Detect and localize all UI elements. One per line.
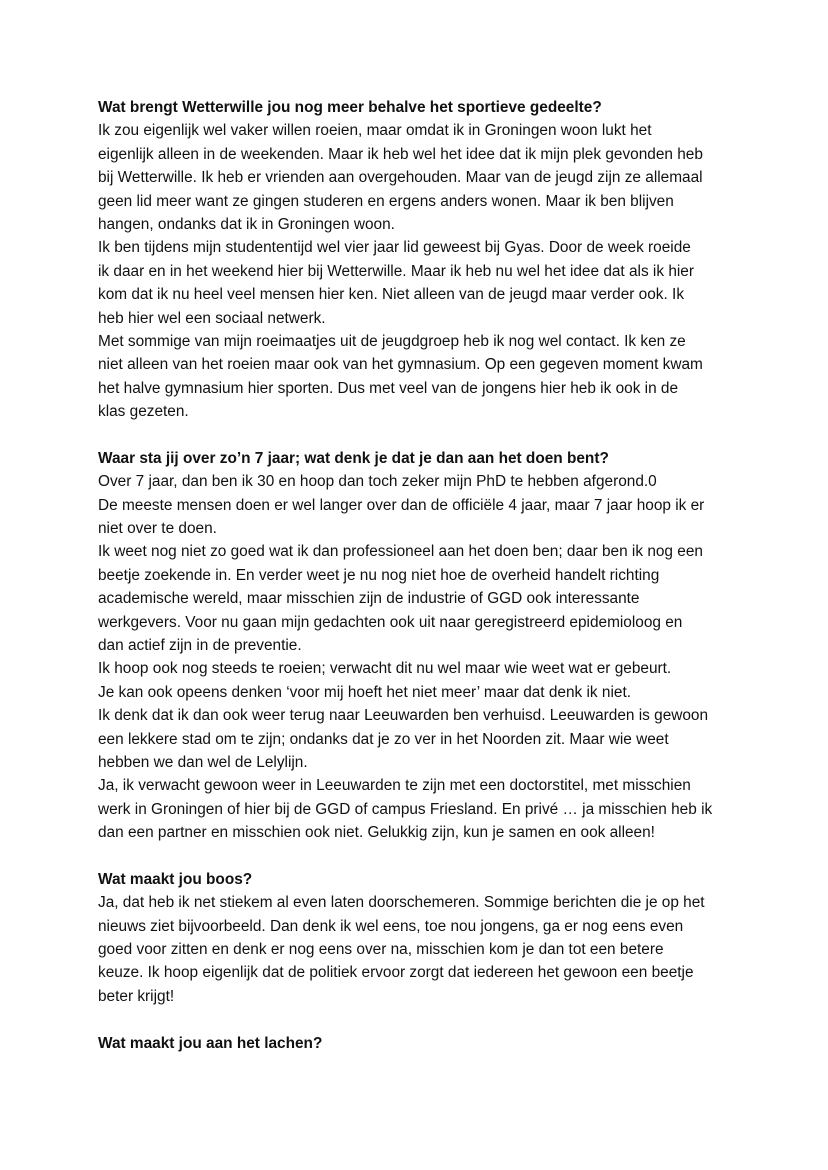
question-heading: Wat brengt Wetterwille jou nog meer behalve het sportieve gedeelte? [98, 99, 602, 116]
answer-line: Ik denk dat ik dan ook weer terug naar Leeuwarden ben verhuisd. Leeuwarden is gewoon [98, 707, 709, 725]
question-heading: Waar sta jij over zo’n 7 jaar; wat denk je dat je dan aan het doen bent? [98, 449, 609, 467]
answer-line: nieuws ziet bijvoorbeeld. Dan denk ik wel eens, toe nou jongens, ga er nog eens even [98, 917, 684, 935]
question-heading: Wat maakt jou boos? [98, 870, 253, 888]
answer-line: niet over te doen. [98, 520, 217, 538]
answer-line: dan actief zijn in de preventie. [98, 636, 302, 654]
answer-line: een lekkere stad om te zijn; ondanks dat je zo ver in het Noorden zit. Maar wie weet [98, 730, 669, 748]
answer-line: werkgevers. Voor nu gaan mijn gedachten ook uit naar geregistreerd epidemioloog en [98, 613, 683, 631]
question-heading: Wat maakt jou aan het lachen? [98, 1034, 323, 1052]
answer-line: werk in Groningen of hier bij de GGD of campus Friesland. En privé … ja misschien heb ik [98, 800, 713, 818]
answer-line: academische wereld, maar misschien zijn de industrie of GGD ook interessante [98, 590, 640, 608]
document-page [98, 96, 748, 1055]
paragraph-gap [98, 845, 748, 868]
answer-line: De meeste mensen doen er wel langer over dan de officiële 4 jaar, maar 7 jaar hoop ik er [98, 496, 705, 514]
answer-line: heb hier wel een sociaal netwerk. [98, 309, 326, 327]
answer-line: niet alleen van het roeien maar ook van het gymnasium. Op een gegeven moment kwam [98, 356, 703, 374]
answer-line: geen lid meer want ze gingen studeren en ergens anders wonen. Maar ik ben blijven [98, 192, 674, 210]
answer-line: goed voor zitten en denk er nog eens over na, misschien kom je dan tot een betere [98, 941, 664, 959]
answer-line: dan een partner en misschien ook niet. Gelukkig zijn, kun je samen en ook alleen! [98, 824, 655, 842]
answer-line: Ik hoop ook nog steeds te roeien; verwacht dit nu wel maar wie weet wat er gebeurt. [98, 660, 672, 678]
answer-line: klas gezeten. [98, 403, 189, 421]
answer-line: keuze. Ik hoop eigenlijk dat de politiek ervoor zorgt dat iedereen het gewoon een beetje [98, 964, 694, 982]
answer-line: bij Wetterwille. Ik heb er vrienden aan overgehouden. Maar van de jeugd zijn ze allemaal [98, 169, 703, 187]
answer-line: het halve gymnasium hier sporten. Dus met veel van de jongens hier heb ik ook in de [98, 379, 679, 397]
answer-line: ik daar en in het weekend hier bij Wetterwille. Maar ik heb nu wel het idee dat als ik hier [98, 262, 694, 280]
answer-line: beter krijgt! [98, 987, 175, 1005]
answer-line: Ik zou eigenlijk wel vaker willen roeien, maar omdat ik in Groningen woon lukt het [98, 122, 652, 140]
answer-line: hebben we dan wel de Lelylijn. [98, 753, 308, 771]
answer-line: Ik weet nog niet zo goed wat ik dan professioneel aan het doen ben; daar ben ik nog een [98, 543, 703, 561]
paragraph-gap [98, 423, 748, 446]
answer-line: Je kan ook opeens denken ‘voor mij hoeft het niet meer’ maar dat denk ik niet. [98, 683, 631, 701]
answer-line: beetje zoekende in. En verder weet je nu nog niet hoe de overheid handelt richting [98, 566, 660, 584]
answer-line: eigenlijk alleen in de weekenden. Maar ik heb wel het idee dat ik mijn plek gevonden heb [98, 145, 703, 163]
answer-line: hangen, ondanks dat ik in Groningen woon. [98, 215, 395, 233]
answer-line: kom dat ik nu heel veel mensen hier ken. Niet alleen van de jeugd maar verder ook. Ik [98, 286, 685, 304]
answer-line: Ik ben tijdens mijn studententijd wel vier jaar lid geweest bij Gyas. Door de week roeide [98, 239, 691, 257]
paragraph-gap [98, 1008, 748, 1031]
answer-line: Met sommige van mijn roeimaatjes uit de jeugdgroep heb ik nog wel contact. Ik ken ze [98, 332, 686, 350]
answer-line: Over 7 jaar, dan ben ik 30 en hoop dan toch zeker mijn PhD te hebben afgerond.0 [98, 473, 657, 491]
answer-line: Ja, dat heb ik net stiekem al even laten doorschemeren. Sommige berichten die je op het [98, 894, 705, 912]
answer-line: Ja, ik verwacht gewoon weer in Leeuwarden te zijn met een doctorstitel, met misschien [98, 777, 691, 795]
